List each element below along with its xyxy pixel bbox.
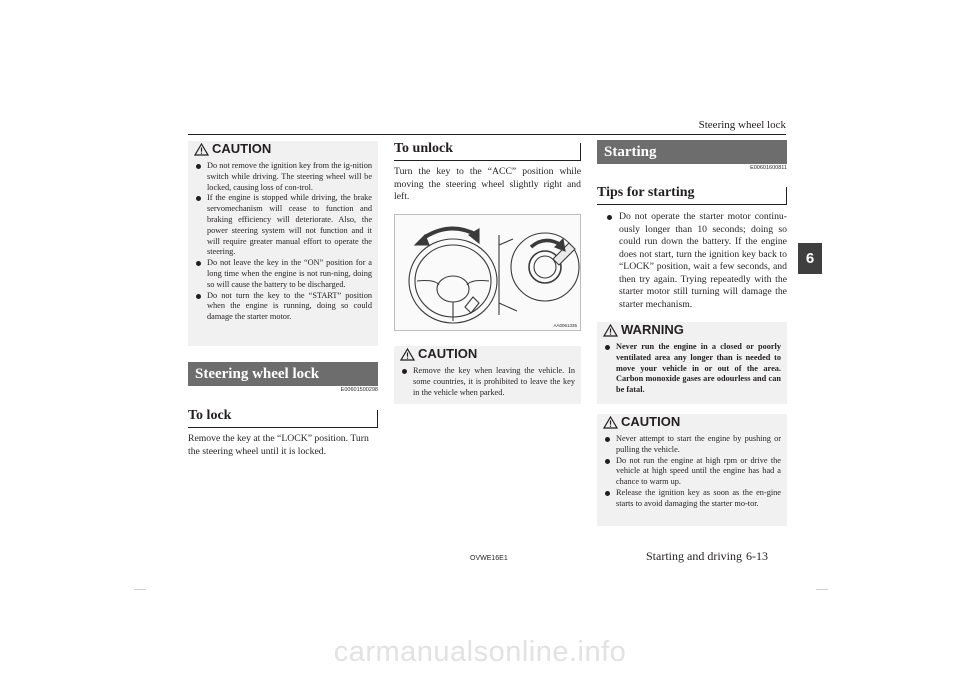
bullet-icon — [605, 345, 610, 350]
subsection-title: To unlock — [394, 141, 454, 156]
warning-title: WARNING — [621, 322, 684, 338]
to-unlock-paragraph: Turn the key to the “ACC” position while moving the steering wheel slightly right and left. — [394, 166, 581, 202]
warning-triangle-icon — [400, 348, 415, 361]
crop-mark — [816, 589, 828, 590]
caution-heading — [188, 141, 378, 158]
caution-item: Do not turn the key to the “START” position when the engine is running, doing so could damage the starter motor. — [196, 291, 372, 323]
tips-item: Do not operate the starter motor continu-ously longer than 10 seconds; doing so could run down the battery. If the engine does not start, turn the ignition key back to “LOCK” position, wait a few seconds, and then try again. Trying repeatedly with the starter motor still turning will damage the starter mechanism. — [605, 211, 787, 311]
warning-list — [597, 339, 787, 400]
caution-list — [394, 363, 581, 402]
caution-heading — [394, 346, 581, 363]
footer-code: OVWE16E1 — [470, 555, 508, 562]
header-rule — [188, 134, 786, 135]
caution-box-unlock — [394, 346, 581, 404]
caution-list — [597, 431, 787, 514]
caution-title: CAUTION — [621, 414, 681, 430]
section-bar-steering-wheel-lock — [188, 362, 378, 386]
subsection-tips-for-starting — [597, 185, 787, 205]
subsection-title: Tips for starting — [597, 185, 695, 200]
bullet-icon — [607, 215, 612, 220]
caution-title: CAUTION — [212, 141, 272, 157]
section-code: E00601600811 — [750, 165, 787, 171]
steering-key-illustration — [395, 215, 580, 330]
running-header: Steering wheel lock — [698, 119, 786, 131]
bullet-icon — [196, 261, 201, 266]
bullet-icon — [196, 196, 201, 201]
caution-item: Do not leave the key in the “ON” position for a long time when the engine is not run-ning, doing so will cause the battery to be discharged. — [196, 258, 372, 290]
steering-wheel-figure — [394, 214, 581, 331]
caution-item: Never attempt to start the engine by pushing or pulling the vehicle. — [605, 434, 781, 456]
section-title: Starting — [604, 143, 657, 160]
caution-title: CAUTION — [418, 346, 478, 362]
bullet-icon — [605, 459, 610, 464]
warning-item: Never run the engine in a closed or poorly ventilated area any longer than is needed to move your vehicle in or out of the area. Carbon monoxide gases are odourless and can be fatal. — [605, 342, 781, 396]
subsection-to-lock — [188, 408, 378, 428]
bullet-icon — [605, 491, 610, 496]
caution-item: Release the ignition key as soon as the en-gine starts to avoid damaging the starter mo-tor. — [605, 488, 781, 510]
caution-box-starting — [597, 414, 787, 526]
caution-heading — [597, 414, 787, 431]
section-bar-starting — [597, 140, 787, 164]
section-title: Steering wheel lock — [195, 365, 320, 382]
warning-box — [597, 322, 787, 404]
footer-chapter: Starting and driving — [646, 549, 742, 563]
watermark: carmanualsonline.info — [333, 636, 627, 668]
caution-box — [188, 141, 378, 346]
section-code: E00601500298 — [340, 387, 378, 393]
subsection-title: To lock — [188, 408, 232, 423]
chapter-tab: 6 — [798, 243, 822, 274]
bullet-icon — [196, 294, 201, 299]
figure-code: AA0061335 — [553, 323, 577, 328]
warning-triangle-icon — [194, 143, 209, 156]
subsection-to-unlock — [394, 141, 581, 161]
tips-list — [605, 211, 787, 311]
warning-triangle-icon — [603, 416, 618, 429]
caution-item: Do not run the engine at high rpm or drive the vehicle at high speed until the engine has had a chance to warm up. — [605, 456, 781, 488]
warning-heading — [597, 322, 787, 339]
caution-item: Remove the key when leaving the vehicle. In some countries, it is prohibited to leave the key in the vehicle when parked. — [402, 366, 575, 398]
bullet-icon — [196, 164, 201, 169]
caution-list — [188, 158, 378, 327]
to-lock-paragraph: Remove the key at the “LOCK” position. Turn the steering wheel until it is locked. — [188, 433, 369, 457]
warning-triangle-icon — [603, 324, 618, 337]
bullet-icon — [605, 437, 610, 442]
page-number: 6-13 — [746, 549, 768, 563]
bullet-icon — [402, 369, 407, 374]
crop-mark — [134, 589, 146, 590]
caution-item: If the engine is stopped while driving, the brake servomechanism will cease to function and braking efficiency will deteriorate. Also, the power steering system will not function and it will require greater manual effort to operate the steering. — [196, 193, 372, 258]
caution-item: Do not remove the ignition key from the ig-nition switch while driving. The steering wheel will be locked, causing loss of con-trol. — [196, 161, 372, 193]
